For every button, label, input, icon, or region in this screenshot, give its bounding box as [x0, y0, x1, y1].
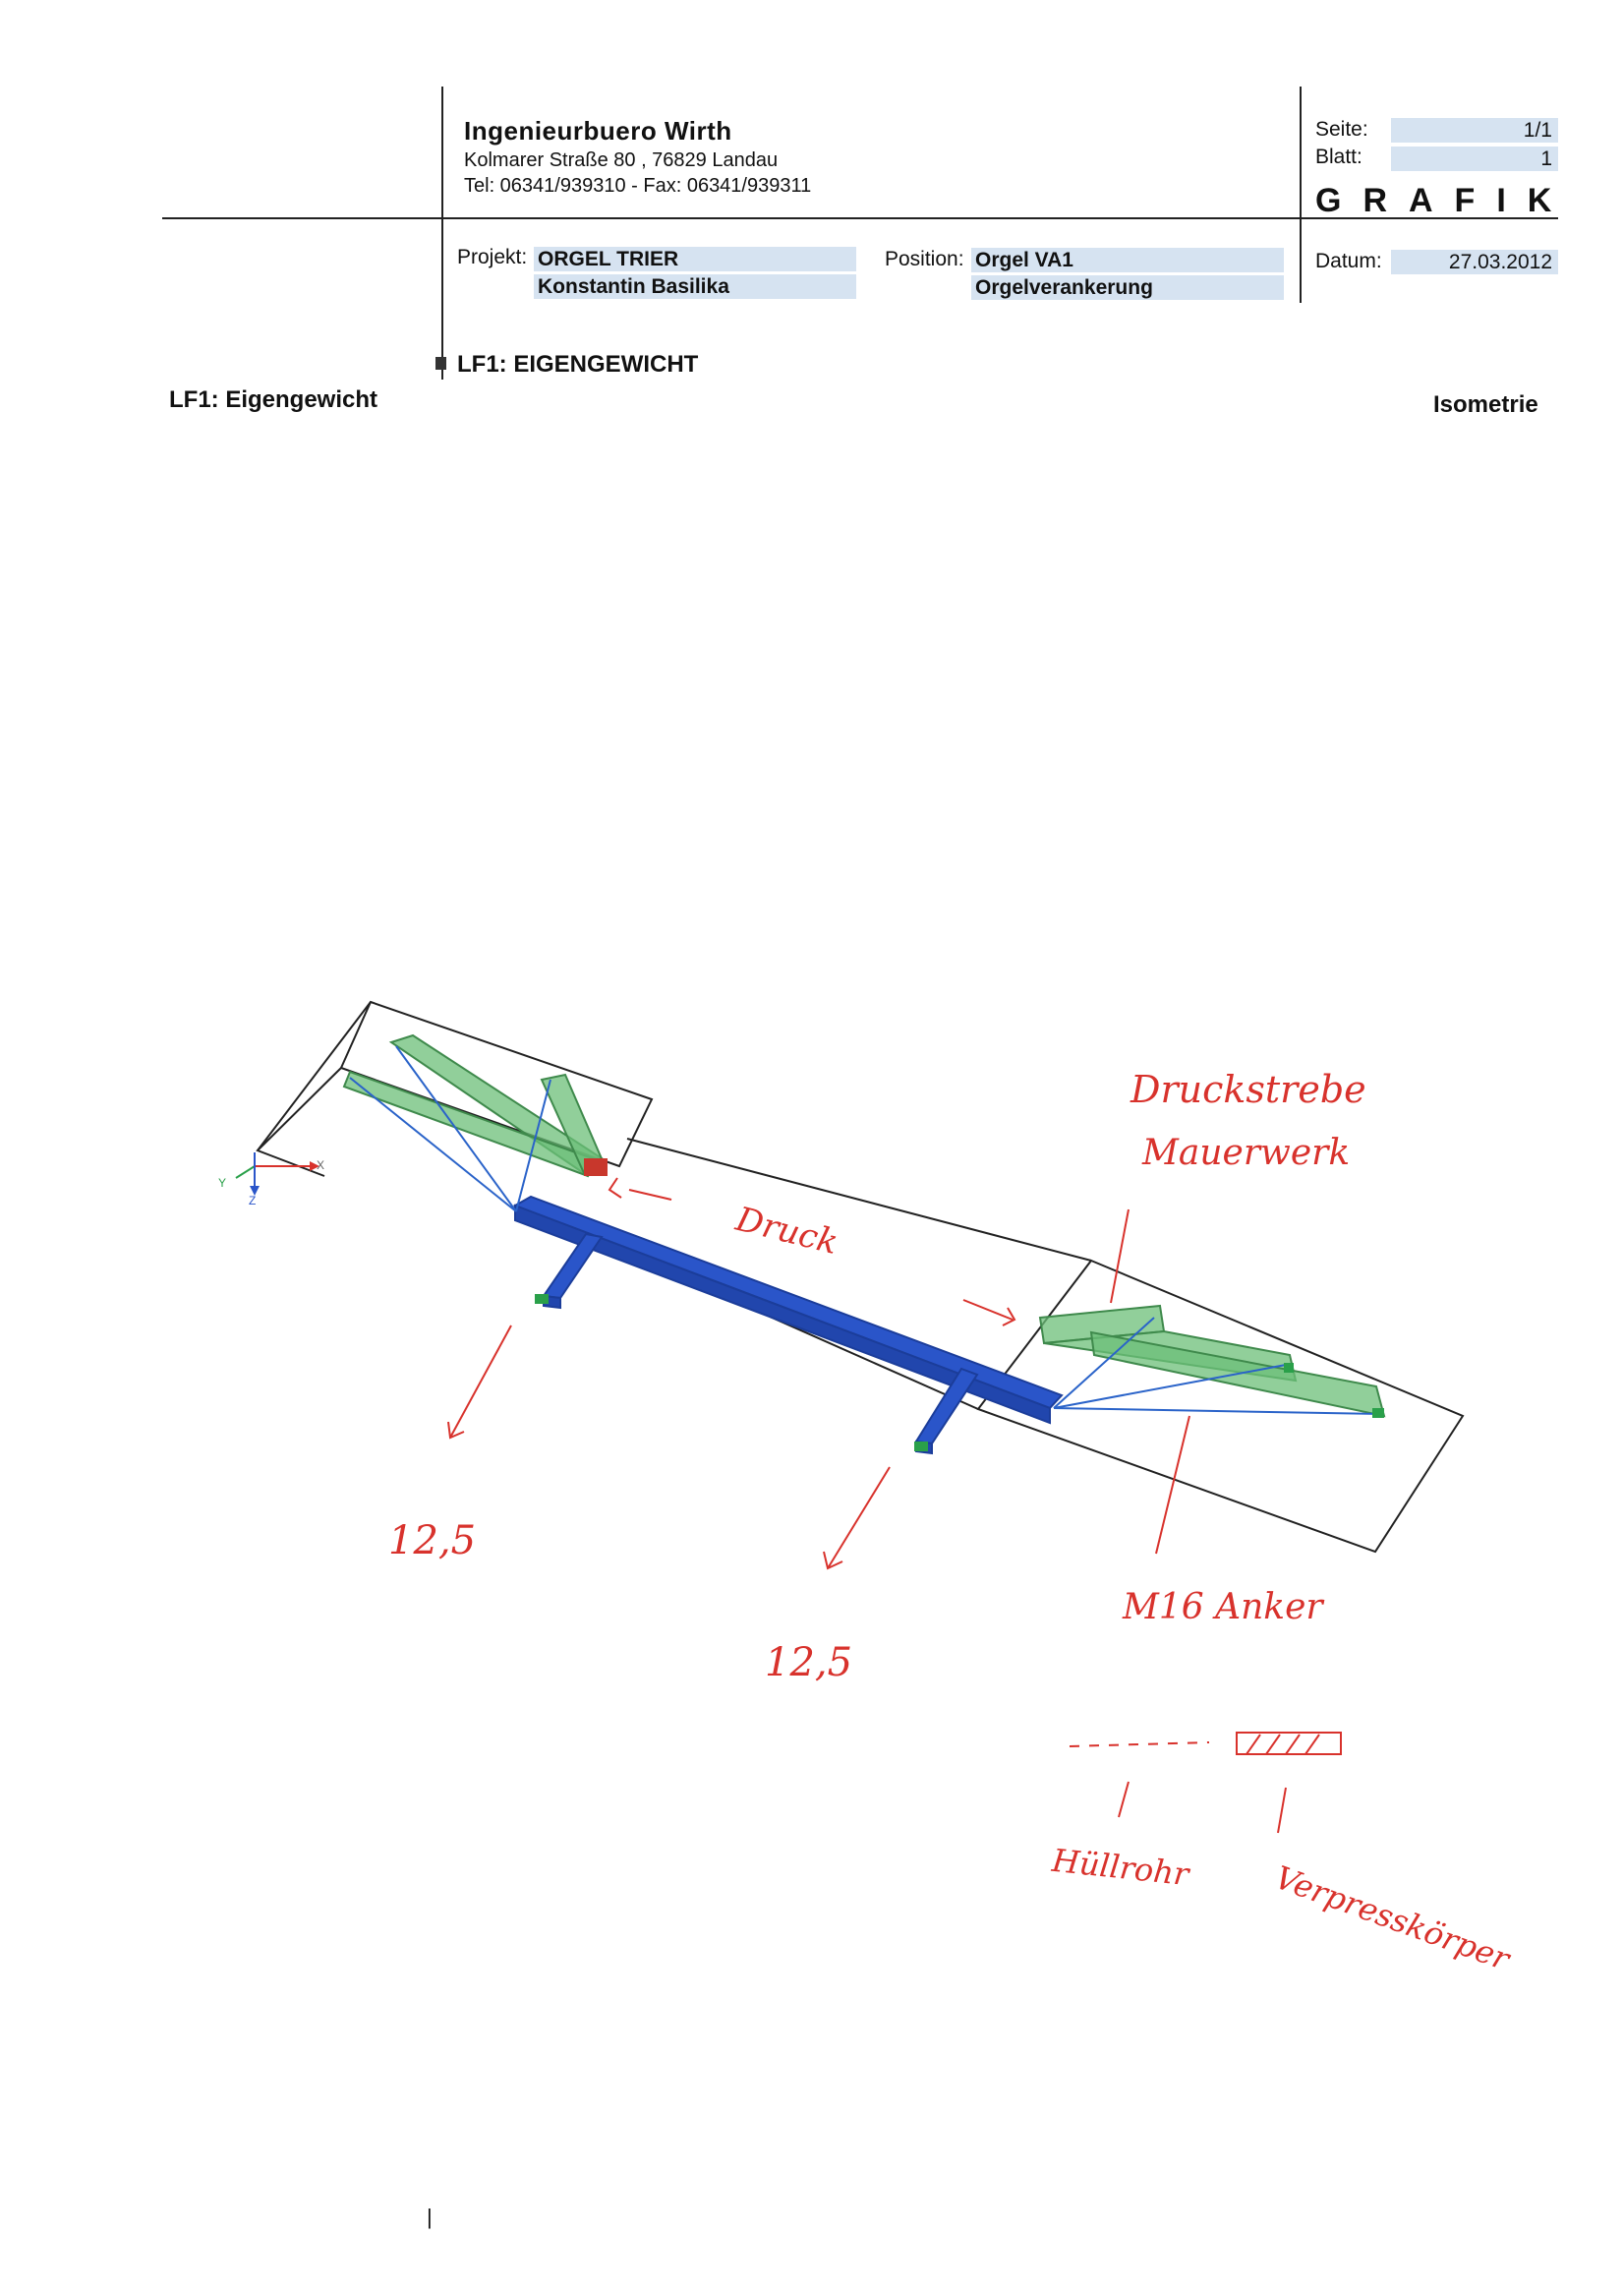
beam-support-nodes	[535, 1294, 928, 1451]
handwritten-marks	[448, 1178, 1341, 1833]
projekt-line-2: Konstantin Basilika	[534, 274, 856, 299]
note-left-value: 12,5	[388, 1518, 477, 1563]
load-case-label: LF1: Eigengewicht	[169, 386, 378, 413]
projekt-label: Projekt:	[457, 246, 528, 268]
left-struts	[344, 1035, 604, 1176]
position-label: Position:	[885, 248, 964, 270]
axis-label-x: X	[317, 1158, 325, 1172]
document-type: GRAFIK	[1315, 182, 1574, 219]
company-contact: Tel: 06341/939310 - Fax: 06341/939311	[464, 175, 812, 197]
section-title: LF1: EIGENGEWICHT	[457, 351, 699, 378]
datum-label: Datum:	[1315, 250, 1382, 272]
company-name: Ingenieurbuero Wirth	[464, 116, 732, 146]
seite-label: Seite:	[1315, 118, 1368, 141]
seite-value: 1/1	[1391, 118, 1558, 143]
note-center-value: 12,5	[765, 1640, 853, 1685]
projekt-line-1: ORGEL TRIER	[534, 247, 856, 271]
note-mauerwerk: Mauerwerk	[1142, 1133, 1351, 1173]
note-druckstrebe: Druckstrebe	[1130, 1068, 1366, 1111]
note-druck: Druck	[731, 1199, 842, 1264]
footer-mark: |	[427, 2205, 433, 2229]
note-hullrohr: Hüllrohr	[1050, 1841, 1191, 1894]
note-verpresskoerper: Verpresskörper	[1270, 1858, 1515, 1978]
red-anchor-block	[584, 1158, 608, 1176]
axis-label-y: Y	[218, 1176, 227, 1190]
blatt-value: 1	[1391, 147, 1558, 171]
view-label: Isometrie	[1433, 391, 1538, 418]
note-anchor: M16 Anker	[1123, 1587, 1323, 1627]
blatt-label: Blatt:	[1315, 146, 1362, 168]
position-line-1: Orgel VA1	[971, 248, 1284, 272]
company-address: Kolmarer Straße 80 , 76829 Landau	[464, 149, 779, 171]
datum-value: 27.03.2012	[1391, 250, 1558, 274]
axis-label-z: Z	[249, 1194, 257, 1207]
position-line-2: Orgelverankerung	[971, 275, 1284, 300]
